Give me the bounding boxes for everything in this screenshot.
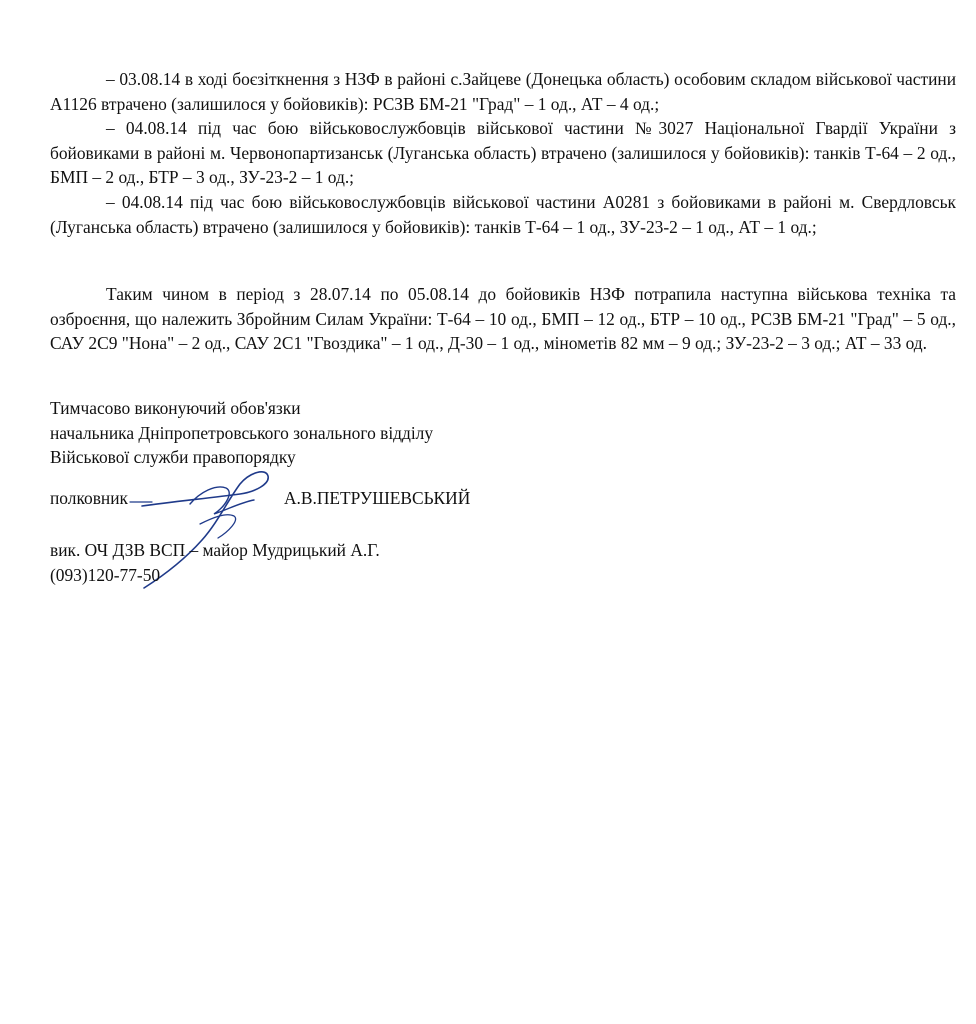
signatory-title-line-3: Військової служби правопорядку bbox=[50, 447, 296, 468]
summary-section bbox=[50, 282, 956, 356]
loss-paragraph-2: – 04.08.14 під час бою військовослужбовців військової частини №3027 Національної Гвардії України з бойовиками в районі м. Червонопартизанськ (Луганська область) втрачено (залишилося у бойовиків): танків Т-64 – 2 од., БМП – 2 од., БТР – 3 од., ЗУ-23-2 – 1 од.; bbox=[50, 118, 956, 188]
losses-section bbox=[50, 67, 956, 239]
signatory-title bbox=[50, 396, 433, 470]
summary-paragraph: Таким чином в період з 28.07.14 по 05.08.14 до бойовиків НЗФ потрапила наступна військова техніка та озброєння, що належить Збройним Силам України: Т-64 – 10 од., БМП – 12 од., БТР – 10 од., РСЗВ БМ-21 "Град" – 5 од., САУ 2С9 "Нона" – 2 од., САУ 2С1 "Гвоздика" – 1 од., Д-30 – 1 од., мінометів 82 мм – 9 од.; ЗУ-23-2 – 3 од.; АТ – 33 од. bbox=[50, 284, 956, 354]
signatory-rank: полковник bbox=[50, 488, 128, 508]
executor-info bbox=[50, 538, 380, 587]
signatory-name: А.В.ПЕТРУШЕВСЬКИЙ bbox=[284, 488, 471, 508]
signatory-title-line-1: Тимчасово виконуючий обов'язки bbox=[50, 398, 301, 418]
loss-paragraph-1: – 03.08.14 в ході боєзіткнення з НЗФ в районі с.Зайцеве (Донецька область) особовим складом військової частини А1126 втрачено (залишилося у бойовиків): РСЗВ БМ-21 "Град" – 1 од., АТ – 4 од.; bbox=[50, 69, 956, 114]
signatory-title-line-2: начальника Дніпропетровського зонального відділу bbox=[50, 422, 434, 443]
loss-paragraph-3: – 04.08.14 під час бою військовослужбовців військової частини А0281 з бойовиками в районі м. Свердловськ (Луганська область) втрачено (залишилося у бойовиків): танків Т-64 – 1 од., ЗУ-23-2 – 1 од., АТ – 1 од.; bbox=[50, 191, 956, 237]
executor-phone: (093)120-77-50 bbox=[50, 564, 161, 585]
executor-line: вик. ОЧ ДЗВ ВСП – майор Мудрицький А.Г. bbox=[50, 540, 380, 560]
